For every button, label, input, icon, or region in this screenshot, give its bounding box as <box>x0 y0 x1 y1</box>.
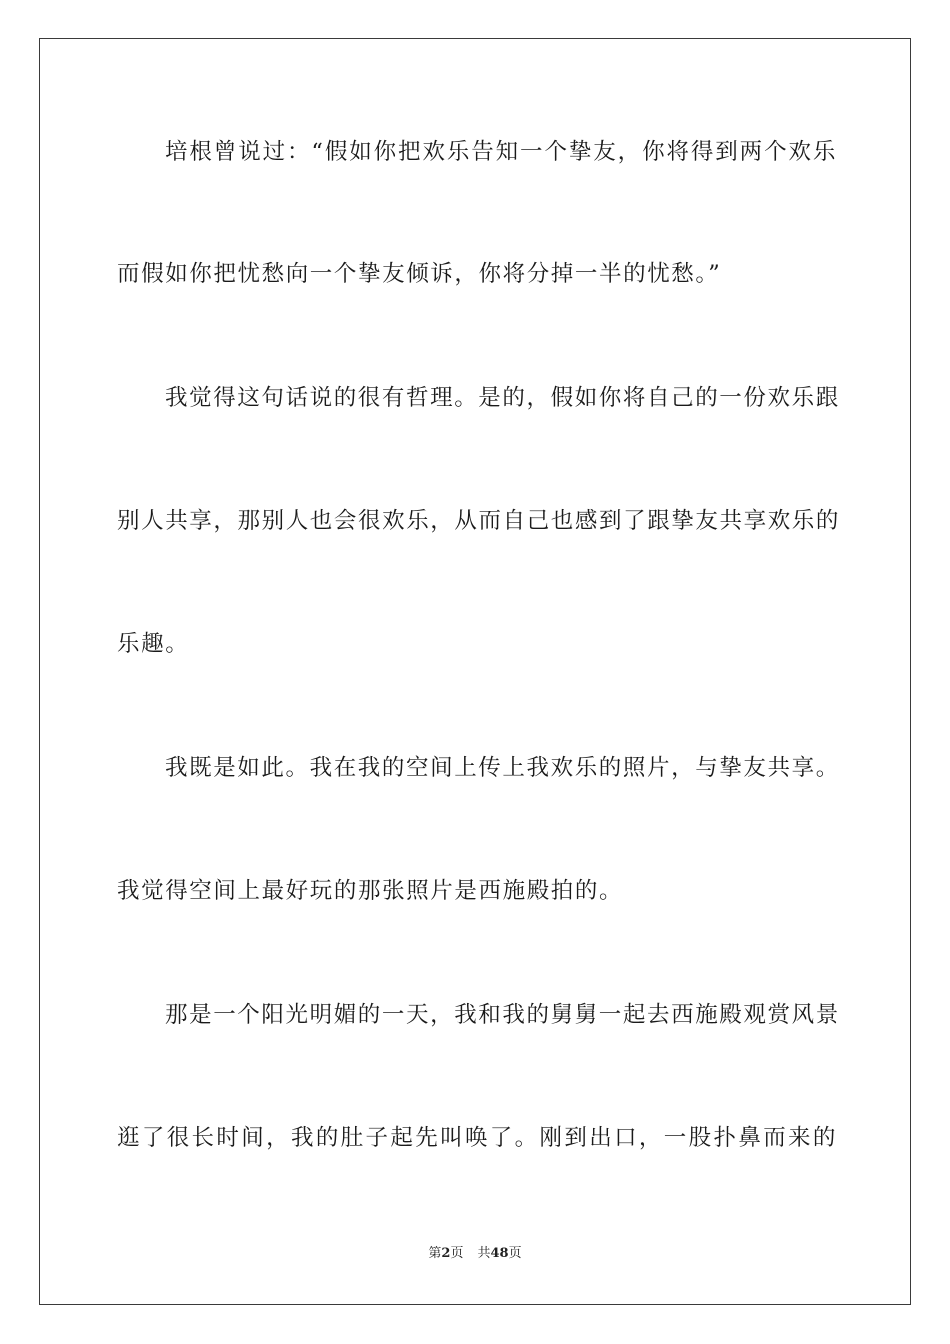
paragraph-line-4: 别人共享，那别人也会很欢乐，从而自己也感到了跟挚友共享欢乐的 <box>117 508 841 534</box>
page-number-prefix: 第 <box>428 1246 442 1261</box>
page-total-count: 48 <box>490 1246 509 1261</box>
paragraph-line-1: 培根曾说过：“假如你把欢乐告知一个挚友，你将得到两个欢乐 <box>165 139 837 165</box>
paragraph-line-9: 逛了很长时间，我的肚子起先叫唤了。刚到出口，一股扑鼻而来的 <box>117 1125 837 1151</box>
paragraph-line-2: 而假如你把忧愁向一个挚友倾诉，你将分掉一半的忧愁。” <box>117 261 722 287</box>
page-border <box>39 38 911 1305</box>
paragraph-line-6: 我既是如此。我在我的空间上传上我欢乐的照片，与挚友共享。 <box>165 755 840 781</box>
paragraph-line-3: 我觉得这句话说的很有哲理。是的，假如你将自己的一份欢乐跟 <box>165 385 840 411</box>
page-total-suffix: 页 <box>508 1246 522 1261</box>
paragraph-line-7: 我觉得空间上最好玩的那张照片是西施殿拍的。 <box>117 878 624 904</box>
paragraph-line-5: 乐趣。 <box>117 631 190 657</box>
paragraph-line-8: 那是一个阳光明媚的一天，我和我的舅舅一起去西施殿观赏风景 <box>165 1002 840 1028</box>
page-total-prefix: 共 <box>477 1246 491 1261</box>
page-number-current: 2 <box>441 1246 451 1261</box>
page-number-suffix: 页 <box>450 1246 464 1261</box>
page-footer <box>0 1245 950 1263</box>
